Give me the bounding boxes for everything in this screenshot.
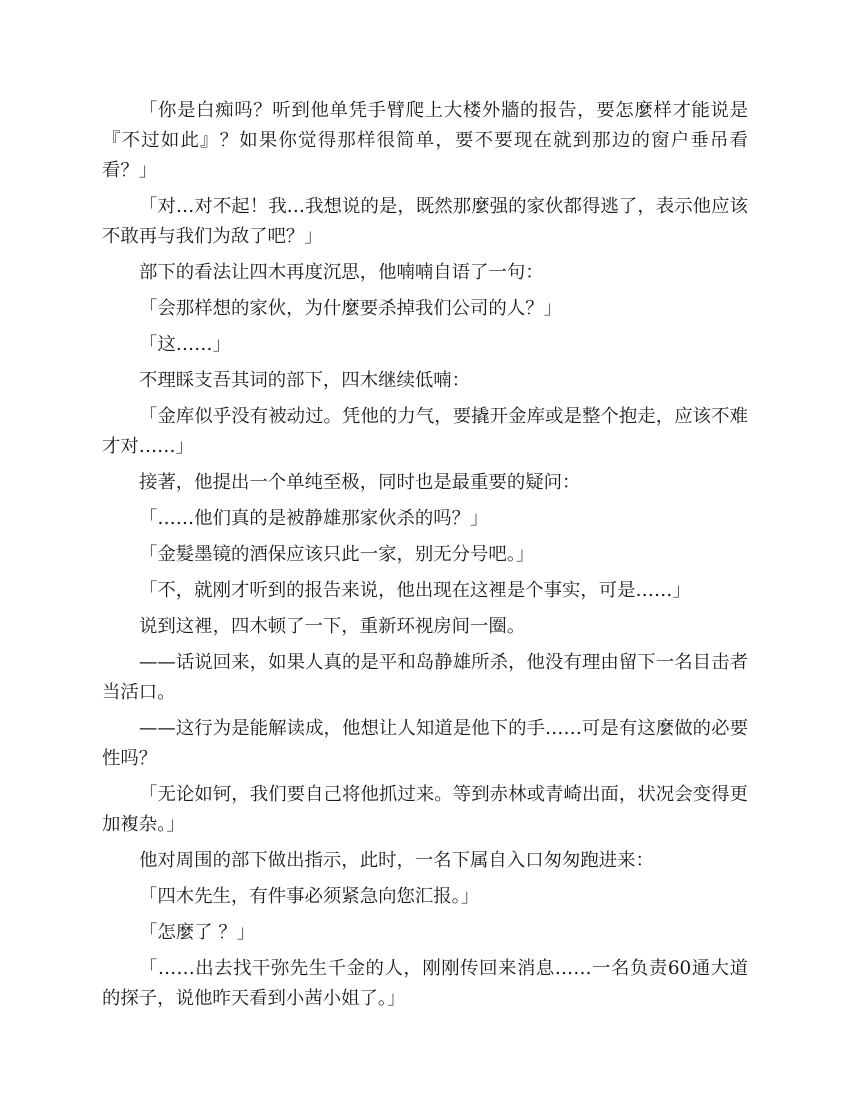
paragraph: 「对…对不起！我…我想说的是，既然那麼强的家伙都得逃了，表示他应该不敢再与我们为敌了吧？」 [102, 196, 748, 247]
paragraph: ——话说回来，如果人真的是平和岛静雄所杀，他没有理由留下一名目击者当活口。 [102, 652, 748, 703]
paragraph: ——这行为是能解读成，他想让人知道是他下的手……可是有这麼做的必要性吗？ [102, 718, 748, 769]
paragraph: 「怎麼了 ？」 [139, 922, 256, 943]
paragraph: 不理睬支吾其词的部下，四木继续低喃： [139, 370, 471, 391]
paragraph: 「金库似乎没有被动过。凭他的力气，要撬开金库或是整个抱走，应该不难才对……」 [102, 406, 748, 457]
paragraph: 「不，就刚才听到的报告来说，他出现在这裡是个事实，可是……」 [139, 580, 691, 601]
paragraph: 「这……」 [139, 334, 231, 355]
paragraph: 「四木先生，有件事必须紧急向您汇报。」 [139, 886, 480, 907]
paragraph: 说到这裡，四木顿了一下，重新环视房间一圈。 [139, 616, 526, 637]
paragraph: 部下的看法让四木再度沉思，他喃喃自语了一句： [139, 262, 544, 283]
document-page [102, 96, 748, 1020]
paragraph: 「无论如钶，我们要自己将他抓过来。等到赤林或青崎出面，状况会变得更加複杂。」 [102, 784, 748, 835]
paragraph: 「……他们真的是被静雄那家伙杀的吗？」 [139, 508, 489, 529]
paragraph: 「金髮墨镜的酒保应该只此一家，别无分号吧。」 [139, 544, 535, 565]
paragraph: 「……出去找干弥先生千金的人，刚刚传回来消息……一名负责60通大道的探子，说他昨天看到小茜小姐了。」 [102, 958, 748, 1009]
paragraph: 接著，他提出一个单纯至极，同时也是最重要的疑问： [139, 472, 581, 493]
paragraph: 「你是白痴吗？听到他单凭手臂爬上大楼外牆的报告，要怎麼样才能说是『不过如此』？如果你觉得那样很简单，要不要现在就到那边的窗户垂吊看看？」 [102, 100, 748, 181]
paragraph: 「会那样想的家伙，为什麼要杀掉我们公司的人？」 [139, 298, 562, 319]
paragraph: 他对周围的部下做出指示，此时，一名下属自入口匆匆跑进来： [139, 850, 654, 871]
